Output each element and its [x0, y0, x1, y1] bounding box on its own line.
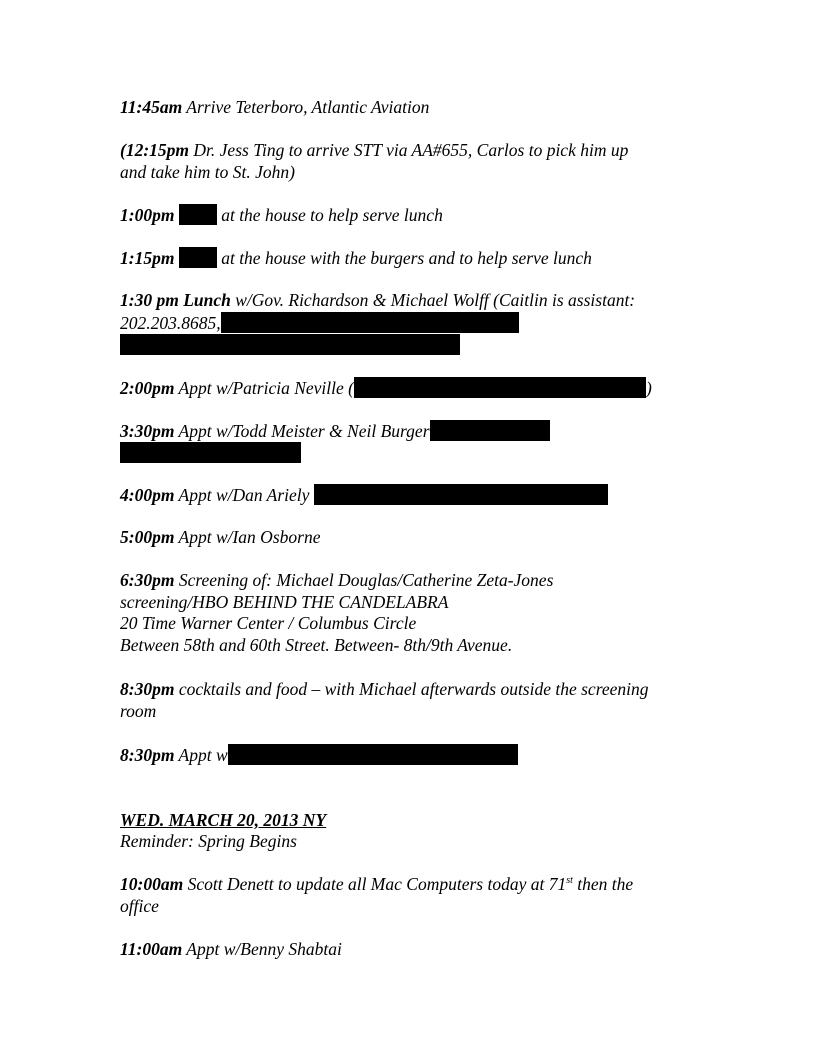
- entry-1215pm: [120, 140, 628, 161]
- entry-630pm: [120, 570, 553, 591]
- entry-630pm-line3: [120, 613, 416, 634]
- redaction-bar: [120, 334, 460, 355]
- redaction-bar: [221, 312, 519, 333]
- entry-text: Appt w: [178, 745, 228, 765]
- entry-630pm-line4: [120, 635, 512, 656]
- redaction-bar: [228, 744, 518, 765]
- time-label: 8:30pm: [120, 745, 175, 765]
- time-label: 1:30 pm Lunch: [120, 290, 231, 310]
- redaction-bar: [354, 377, 646, 398]
- entry-text: room: [120, 701, 157, 721]
- redaction-bar: [314, 484, 608, 505]
- entry-100pm: [120, 204, 443, 226]
- entry-200pm: [120, 377, 652, 399]
- entry-text: Appt w/Dan Ariely: [178, 485, 310, 505]
- entry-830pm-appt: [120, 744, 518, 766]
- reminder: [120, 831, 297, 852]
- day-heading: [120, 810, 326, 831]
- time-label: 3:30pm: [120, 421, 175, 441]
- phone-number: 202.203.8685,: [120, 313, 221, 333]
- entry-text: Appt w/Patricia Neville (: [178, 378, 354, 398]
- time-label: 1:15pm: [120, 248, 175, 268]
- time-label: 2:00pm: [120, 378, 175, 398]
- entry-text: and take him to St. John): [120, 162, 295, 182]
- entry-text: Appt w/Todd Meister & Neil Burger: [178, 421, 430, 441]
- entry-330pm: [120, 420, 550, 442]
- entry-115pm: [120, 247, 592, 269]
- time-label: 5:00pm: [120, 527, 175, 547]
- entry-130pm: [120, 290, 635, 311]
- entry-text: at the house with the burgers and to help serve lunch: [221, 248, 592, 268]
- time-label: 6:30pm: [120, 570, 175, 590]
- redaction-bar: [179, 204, 217, 225]
- time-label: 12:15pm: [125, 140, 190, 160]
- entry-630pm-line2: [120, 592, 448, 613]
- time-label: 11:00am: [120, 939, 183, 959]
- entry-text-end: then the: [572, 874, 634, 894]
- open-paren: (: [120, 140, 126, 160]
- day-heading-text: WED. MARCH 20, 2013 NY: [120, 810, 327, 830]
- entry-830pm-cocktails: [120, 679, 649, 700]
- entry-text: at the house to help serve lunch: [221, 205, 443, 225]
- redaction-bar: [120, 442, 301, 463]
- entry-830pm-cocktails-cont: [120, 701, 156, 722]
- entry-text: Scott Denett to update all Mac Computers today at 71: [187, 874, 567, 894]
- entry-text: Arrive Teterboro, Atlantic Aviation: [186, 97, 430, 117]
- entry-text: Appt w/Ian Osborne: [178, 527, 321, 547]
- entry-text: Appt w/Benny Shabtai: [186, 939, 342, 959]
- entry-1215pm-cont: [120, 162, 295, 183]
- entry-text: Dr. Jess Ting to arrive STT via AA#655, Carlos to pick him up: [193, 140, 629, 160]
- reminder-text: Reminder: Spring Begins: [120, 831, 297, 851]
- entry-1000am: [120, 874, 633, 895]
- directions-text: Between 58th and 60th Street. Between- 8th/9th Avenue.: [120, 635, 513, 655]
- entry-130pm-phone: [120, 312, 519, 334]
- entry-text: cocktails and food – with Michael afterwards outside the screening: [178, 679, 649, 699]
- address-text: 20 Time Warner Center / Columbus Circle: [120, 613, 417, 633]
- entry-500pm: [120, 527, 320, 548]
- entry-text: screening/HBO BEHIND THE CANDELABRA: [120, 592, 449, 612]
- entry-1100am: [120, 939, 342, 960]
- entry-text: office: [120, 896, 159, 916]
- redaction-bar: [430, 420, 550, 441]
- time-label: 4:00pm: [120, 485, 175, 505]
- entry-text: w/Gov. Richardson & Michael Wolff (Caitlin is assistant:: [235, 290, 636, 310]
- entry-400pm: [120, 484, 608, 506]
- entry-1145am: [120, 97, 429, 118]
- entry-1000am-cont: [120, 896, 159, 917]
- redaction-bar: [179, 247, 217, 268]
- time-label: 8:30pm: [120, 679, 175, 699]
- time-label: 11:45am: [120, 97, 183, 117]
- time-label: 1:00pm: [120, 205, 175, 225]
- ordinal-suffix: st: [566, 875, 573, 887]
- entry-text: Screening of: Michael Douglas/Catherine Zeta-Jones: [178, 570, 554, 590]
- close-paren: ): [645, 378, 652, 398]
- time-label: 10:00am: [120, 874, 184, 894]
